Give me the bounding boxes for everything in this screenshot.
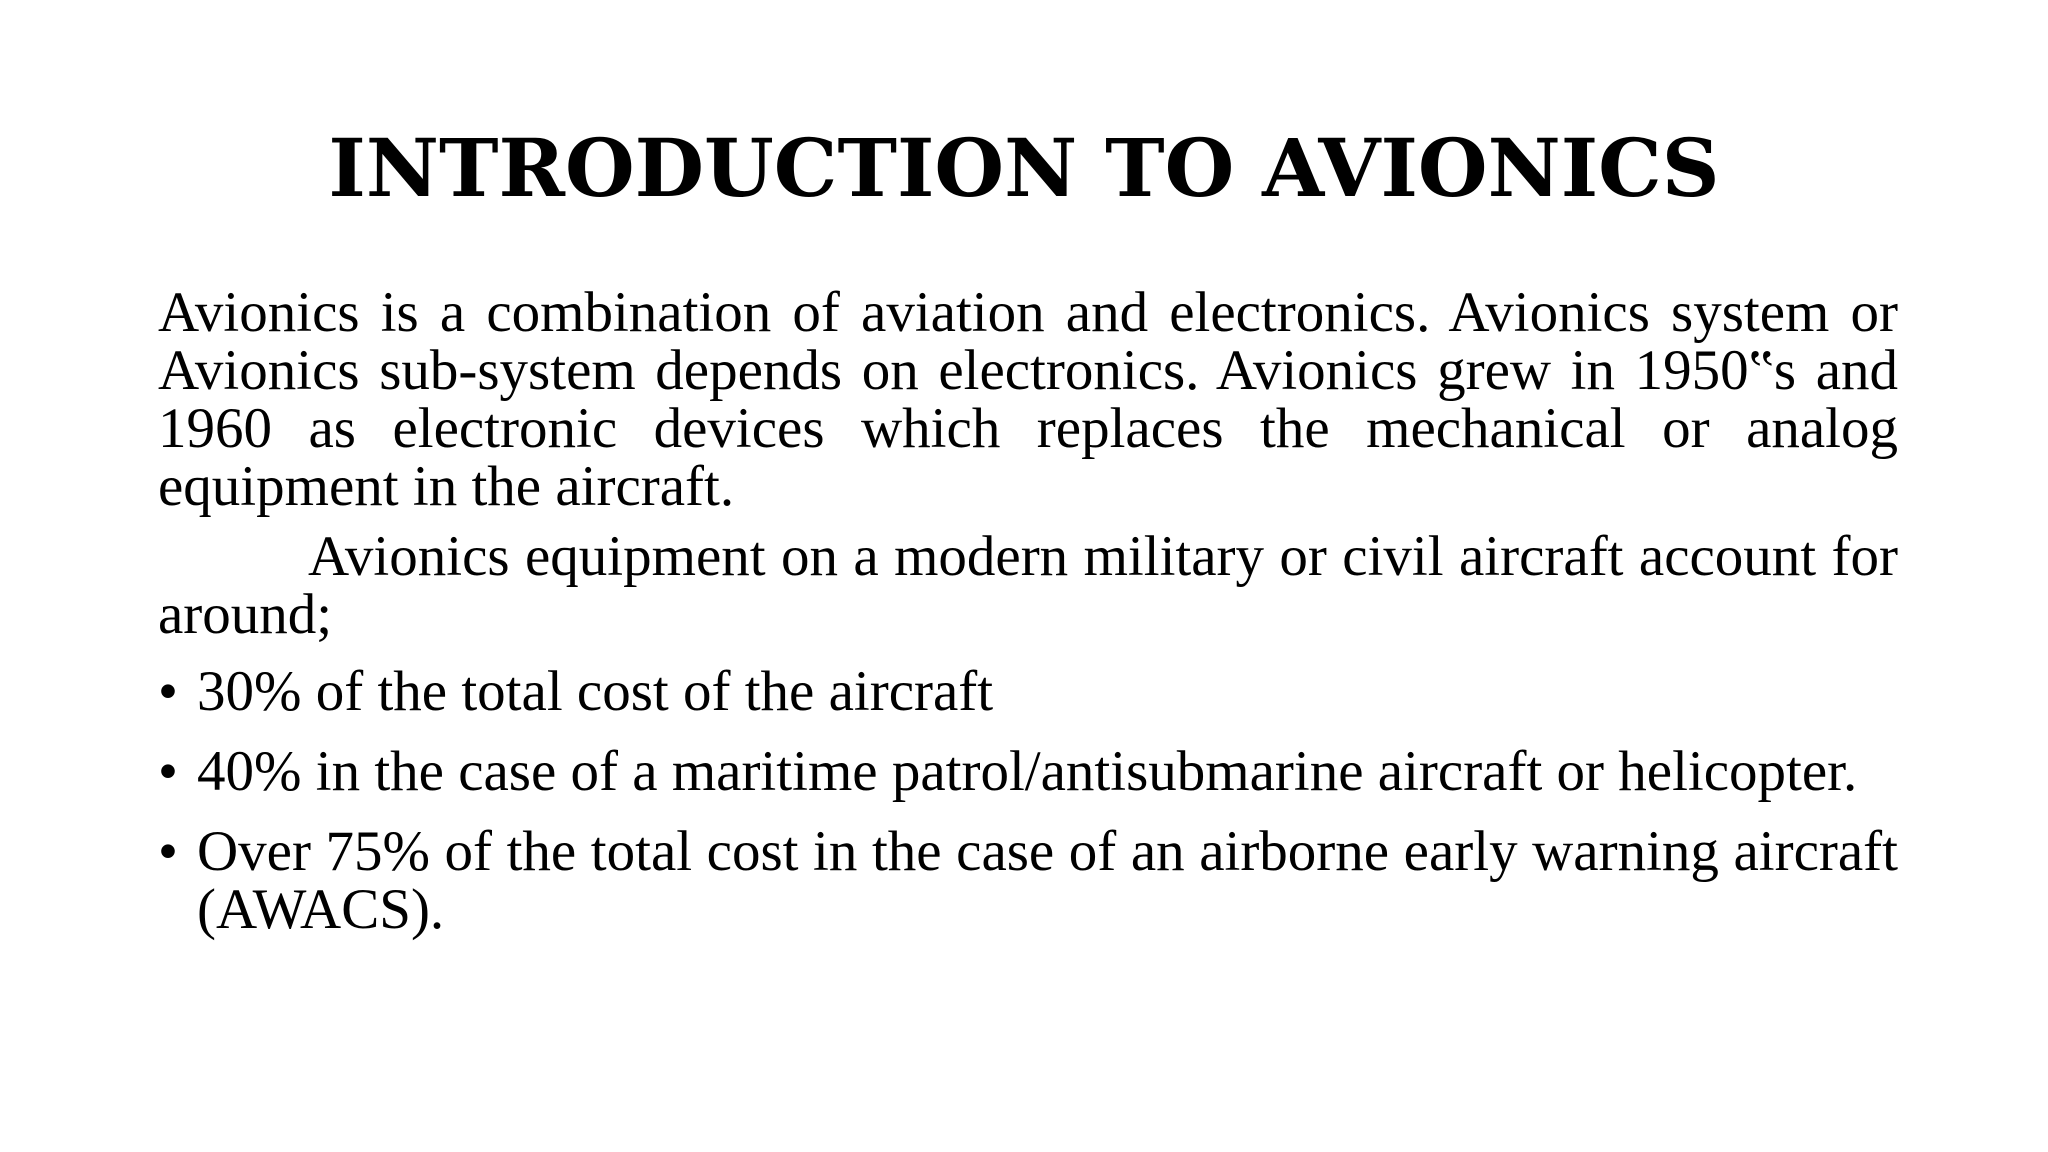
- paragraph-equipment-cost: Avionics equipment on a modern military or civil aircraft account for around;: [158, 525, 1898, 646]
- bullet-text: 40% in the case of a maritime patrol/antisubmarine aircraft or helicopter.: [197, 740, 1858, 803]
- slide-body: [158, 281, 1898, 941]
- bullet-icon: •: [158, 740, 178, 803]
- list-item: [158, 820, 1898, 941]
- paragraph-intro: Avionics is a combination of aviation and electronics. Avionics system or Avionics sub-system depends on electronics. Avionics grew in 1950‟s and 1960 as electronic devices which replaces the mechanical or analog equipment in the aircraft.: [158, 281, 1898, 518]
- bullet-icon: •: [158, 660, 178, 723]
- slide-title: INTRODUCTION TO AVIONICS: [328, 121, 1720, 215]
- bullet-list: [158, 660, 1898, 941]
- list-item: [158, 740, 1898, 803]
- bullet-text: 30% of the total cost of the aircraft: [197, 660, 994, 723]
- list-item: [158, 660, 1898, 723]
- bullet-icon: •: [158, 820, 178, 883]
- bullet-text: Over 75% of the total cost in the case of an airborne early warning aircraft (AWACS).: [197, 820, 1898, 941]
